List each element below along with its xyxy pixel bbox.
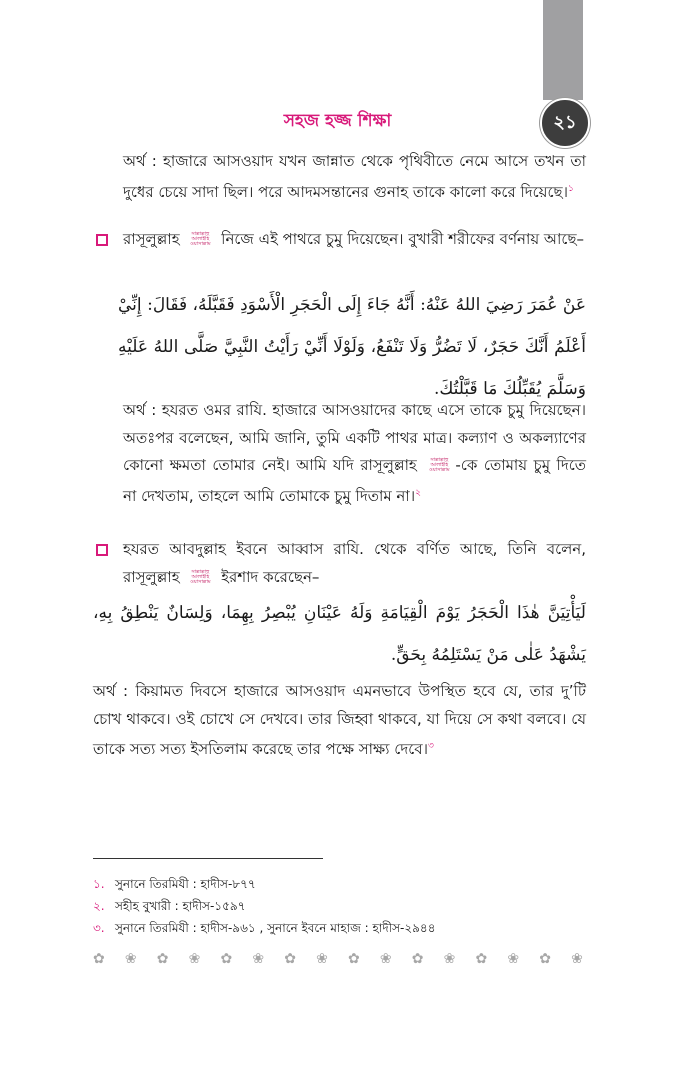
- bullet-icon: [96, 544, 108, 556]
- arabic-hadith-2: لَيَأْتِيَنَّ هٰذَا الْحَجَرُ يَوْمَ الْقِيَامَةِ وَلَهُ عَيْنَانِ يُبْصِرُ بِهِمَا، وَلِسَانٌ يَنْطِقُ بِهِ، يَشْهَدُ عَلٰى مَنْ يَسْتَلِمُهُ بِحَقٍّ.: [93, 603, 586, 665]
- salutation-icon: সাল্লাল্লাহু আলাইহি ওয়াসাল্লাম: [190, 568, 211, 585]
- flower-icon: ✿: [539, 951, 551, 967]
- floral-border-ornament: [93, 948, 583, 970]
- salutation-icon: সাল্লাল্লাহু আলাইহি ওয়াসাল্লাম: [190, 231, 211, 247]
- bullet-icon: [96, 234, 108, 246]
- arabic-hadith-1: عَنْ عُمَرَ رَضِيَ اللهُ عَنْهُ: أَنَّهُ جَاءَ إِلَى الْحَجَرِ الْأَسْوَدِ فَقَبَّلَهُ، فَقَالَ: إِنِّيْ أَعْلَمُ أَنَّكَ حَجَرٌ، لَا تَضُرُّ وَلَا تَنْفَعُ، وَلَوْلَا أَنِّيْ رَأَيْتُ النَّبِيَّ صَلَّى اللهُ عَلَيْهِ وَسَلَّمَ يُقَبِّلُكَ مَا قَبَّلْتُكَ.: [118, 295, 586, 399]
- footnote-ref-2: ২: [415, 487, 421, 498]
- flower-icon: ❀: [188, 951, 201, 967]
- paragraph-bullet-2: হযরত আবদুল্লাহ ইবনে আব্বাস রাযি. থেকে বর্ণিত আছে, তিনি বলেন, রাসূলুল্লাহ সাল্লাল্লাহু আলাইহি ওয়াসাল্লাম ইরশাদ করেছেন–: [123, 540, 586, 586]
- flower-icon: ❀: [124, 951, 137, 967]
- footnote-2: ২. সহীহ বুখারী : হাদীস-১৫৯৭: [93, 899, 246, 913]
- paragraph-meaning-3: অর্থ : কিয়ামত দিবসে হাজারে আসওয়াদ এমনভাবে উপস্থিত হবে যে, তার দু’টি চোখ থাকবে। ওই চোখে সে দেখবে। তার জিহ্বা থাকবে, যা দিয়ে সে কথা বলবে। যে তাকে সত্য সত্য ইসতিলাম করেছে তার পক্ষে সাক্ষ্য দেবে।$^৩$: [93, 682, 586, 758]
- flower-icon: ✿: [220, 951, 233, 967]
- chapter-tab: [543, 0, 583, 100]
- footnote-divider: [93, 858, 323, 859]
- flower-icon: ❀: [443, 951, 456, 967]
- page-number: ২১: [540, 98, 590, 148]
- paragraph-meaning-1: অর্থ : হাজারে আসওয়াদ যখন জান্নাত থেকে পৃথিবীতে নেমে আসে তখন তা দুধের চেয়ে সাদা ছিল। পরে আদমসন্তানের গুনাহ তাকে কালো করে দিয়েছে।$^১$: [123, 152, 586, 201]
- salutation-icon: সাল্লাল্লাহু আলাইহি ওয়াসাল্লাম: [429, 457, 450, 473]
- flower-icon: ✿: [156, 951, 169, 967]
- flower-icon: ✿: [475, 951, 488, 967]
- footnote-1: ১. সুনানে তিরমিযী : হাদীস-৮৭৭: [93, 877, 256, 891]
- flower-icon: ✿: [348, 951, 360, 967]
- flower-icon: ❀: [316, 951, 328, 967]
- footnote-ref-1: ১: [568, 183, 574, 194]
- footnote-3: ৩. সুনানে তিরমিযী : হাদীস-৯৬১ , সুনানে ইবনে মাহাজ : হাদীস-২৯৪৪: [93, 921, 436, 935]
- flower-icon: ❀: [379, 951, 392, 967]
- flower-icon: ✿: [284, 951, 296, 967]
- paragraph-bullet-1: রাসূলুল্লাহ সাল্লাল্লাহু আলাইহি ওয়াসাল্লাম নিজে এই পাথরে চুমু দিয়েছেন। বুখারী শরীফের বর্ণনায় আছে–: [123, 230, 585, 248]
- flower-icon: ❀: [252, 951, 265, 967]
- paragraph-meaning-2: অর্থ : হযরত ওমর রাযি. হাজারে আসওয়াদের কাছে এসে তাকে চুমু দিয়েছেন। অতঃপর বলেছেন, আমি জানি, তুমি একটি পাথর মাত্র। কল্যাণ ও অকল্যাণের কোনো ক্ষমতা তোমার নেই। আমি যদি রাসূলুল্লাহ সাল্লাল্লাহু আলাইহি ওয়াসাল্লাম -কে তোমায় চুমু দিতে না দেখতাম, তাহলে আমি তোমাকে চুমু দিতাম না।$^২$: [123, 401, 586, 505]
- flower-icon: ❀: [571, 951, 583, 967]
- flower-icon: ✿: [93, 951, 105, 967]
- flower-icon: ❀: [507, 951, 520, 967]
- book-title: সহজ হজ্জ শিক্ষা: [283, 111, 392, 131]
- flower-icon: ✿: [411, 951, 424, 967]
- footnote-ref-3: ৩: [427, 741, 434, 751]
